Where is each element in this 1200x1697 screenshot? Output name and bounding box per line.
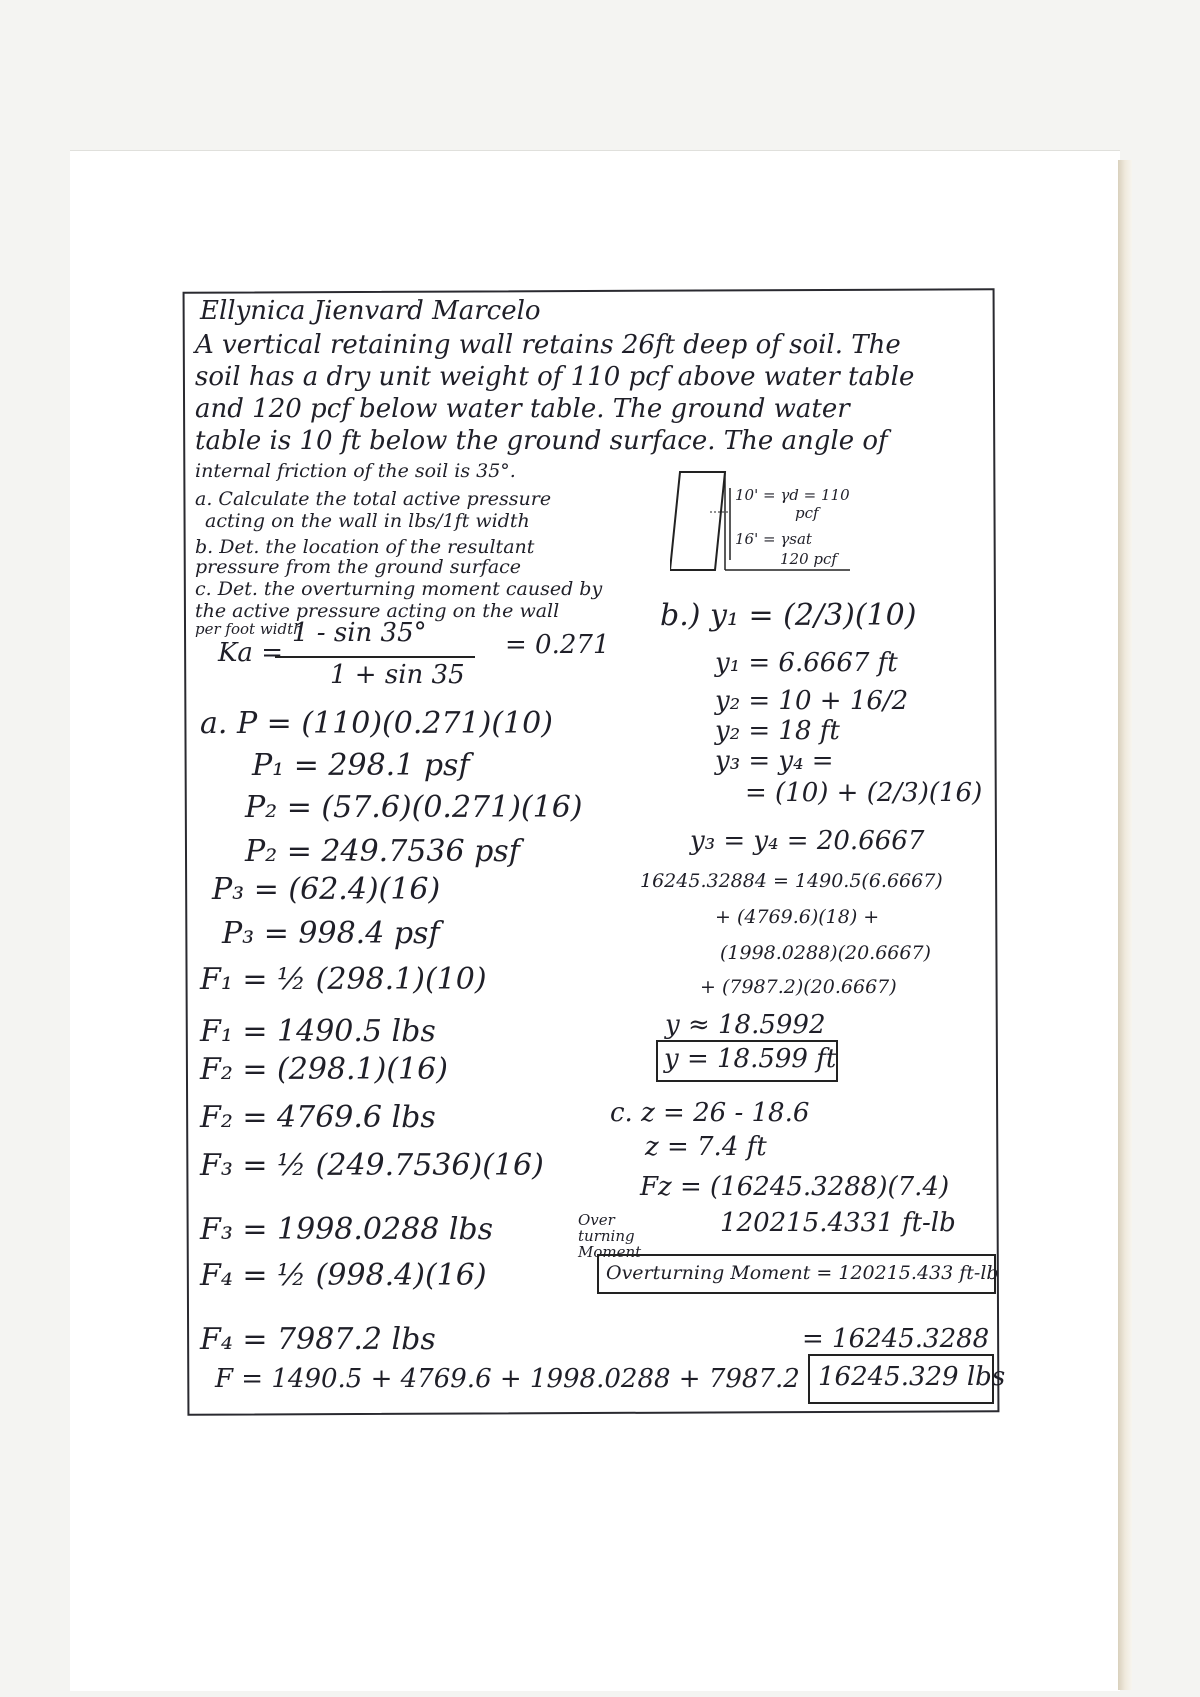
part-b-line-7: y₃ = y₄ = 20.6667 (690, 826, 925, 856)
part-b-answer: y = 18.599 ft (664, 1044, 837, 1074)
part-b-line-1: b.) y₁ = (2/3)(10) (660, 598, 917, 633)
ka-numerator: 1 - sin 35° (292, 618, 427, 648)
part-a-line-10: F₂ = 4769.6 lbs (200, 1100, 436, 1135)
author-name: Ellynica Jienvard Marcelo (200, 296, 541, 326)
part-a-line-7: F₁ = ½ (298.1)(10) (200, 962, 487, 997)
part-c-line-2: z = 7.4 ft (645, 1132, 767, 1162)
problem-line-4: table is 10 ft below the ground surface. The angle of (195, 426, 888, 456)
part-b-line-4: y₂ = 18 ft (715, 716, 840, 746)
part-a-sum: F = 1490.5 + 4769.6 + 1998.0288 + 7987.2 (215, 1364, 800, 1394)
part-a-line-6: P₃ = 998.4 psf (222, 916, 440, 951)
ka-label: Ka = (218, 638, 283, 668)
part-a-line-4: P₂ = 249.7536 psf (245, 834, 520, 869)
part-b-line-5: y₃ = y₄ = (715, 746, 834, 776)
part-b-line-8: 16245.32884 = 1490.5(6.6667) (640, 870, 943, 892)
question-b-2: pressure from the ground surface (195, 556, 522, 578)
diagram-top-unit: pcf (795, 504, 819, 522)
problem-line-1: A vertical retaining wall retains 26ft deep of soil. The (195, 330, 901, 360)
part-b-line-3: y₂ = 10 + 16/2 (715, 686, 909, 716)
diagram-bottom-label: 16' = γsat (735, 530, 812, 548)
part-a-line-14: F₄ = 7987.2 lbs (200, 1322, 436, 1357)
question-b-1: b. Det. the location of the resultant (195, 536, 535, 558)
ka-fraction-bar (275, 656, 475, 658)
part-a-extra: = 16245.3288 (802, 1324, 990, 1354)
question-c-3: per foot width (195, 620, 303, 638)
question-c-1: c. Det. the overturning moment caused by (195, 578, 603, 600)
diagram-top-label: 10' = γd = 110 (735, 486, 850, 504)
diagram-bottom-unit: 120 pcf (780, 550, 837, 568)
part-a-line-11: F₃ = ½ (249.7536)(16) (200, 1148, 544, 1183)
part-c-line-3: Fz = (16245.3288)(7.4) (640, 1172, 950, 1202)
part-b-line-9: + (4769.6)(18) + (715, 906, 880, 928)
part-a-answer: 16245.329 lbs (818, 1362, 1006, 1392)
part-b-line-12: y ≈ 18.5992 (665, 1010, 826, 1040)
part-a-line-9: F₂ = (298.1)(16) (200, 1052, 448, 1087)
question-a-1: a. Calculate the total active pressure (195, 488, 552, 510)
problem-line-3: and 120 pcf below water table. The ground water (195, 394, 850, 424)
part-b-line-6: = (10) + (2/3)(16) (745, 778, 983, 808)
problem-line-2: soil has a dry unit weight of 110 pcf above water table (195, 362, 915, 392)
part-a-line-2: P₁ = 298.1 psf (252, 748, 470, 783)
part-a-line-1: a. P = (110)(0.271)(10) (200, 706, 553, 741)
part-b-line-11: + (7987.2)(20.6667) (700, 976, 897, 998)
question-a-2: acting on the wall in lbs/1ft width (205, 510, 530, 532)
part-a-line-8: F₁ = 1490.5 lbs (200, 1014, 436, 1049)
part-b-line-10: (1998.0288)(20.6667) (720, 942, 931, 964)
part-a-line-3: P₂ = (57.6)(0.271)(16) (245, 790, 583, 825)
ka-result: = 0.271 (505, 630, 610, 660)
problem-line-5: internal friction of the soil is 35°. (195, 460, 516, 482)
question-c-2: the active pressure acting on the wall (195, 600, 560, 622)
retaining-wall-diagram (670, 460, 870, 580)
part-c-answer: Overturning Moment = 120215.433 ft-lb (606, 1262, 999, 1284)
part-c-line-1: c. z = 26 - 18.6 (610, 1098, 810, 1128)
page-edge-shadow (1118, 160, 1132, 1690)
part-a-line-5: P₃ = (62.4)(16) (212, 872, 441, 907)
part-b-line-2: y₁ = 6.6667 ft (715, 648, 898, 678)
ka-denominator: 1 + sin 35 (330, 660, 465, 690)
wall-section (670, 472, 725, 570)
part-a-line-13: F₄ = ½ (998.4)(16) (200, 1258, 487, 1293)
part-c-label: Over turning Moment (578, 1211, 642, 1261)
part-a-line-12: F₃ = 1998.0288 lbs (200, 1212, 494, 1247)
part-c-value: 120215.4331 ft-lb (720, 1208, 956, 1238)
